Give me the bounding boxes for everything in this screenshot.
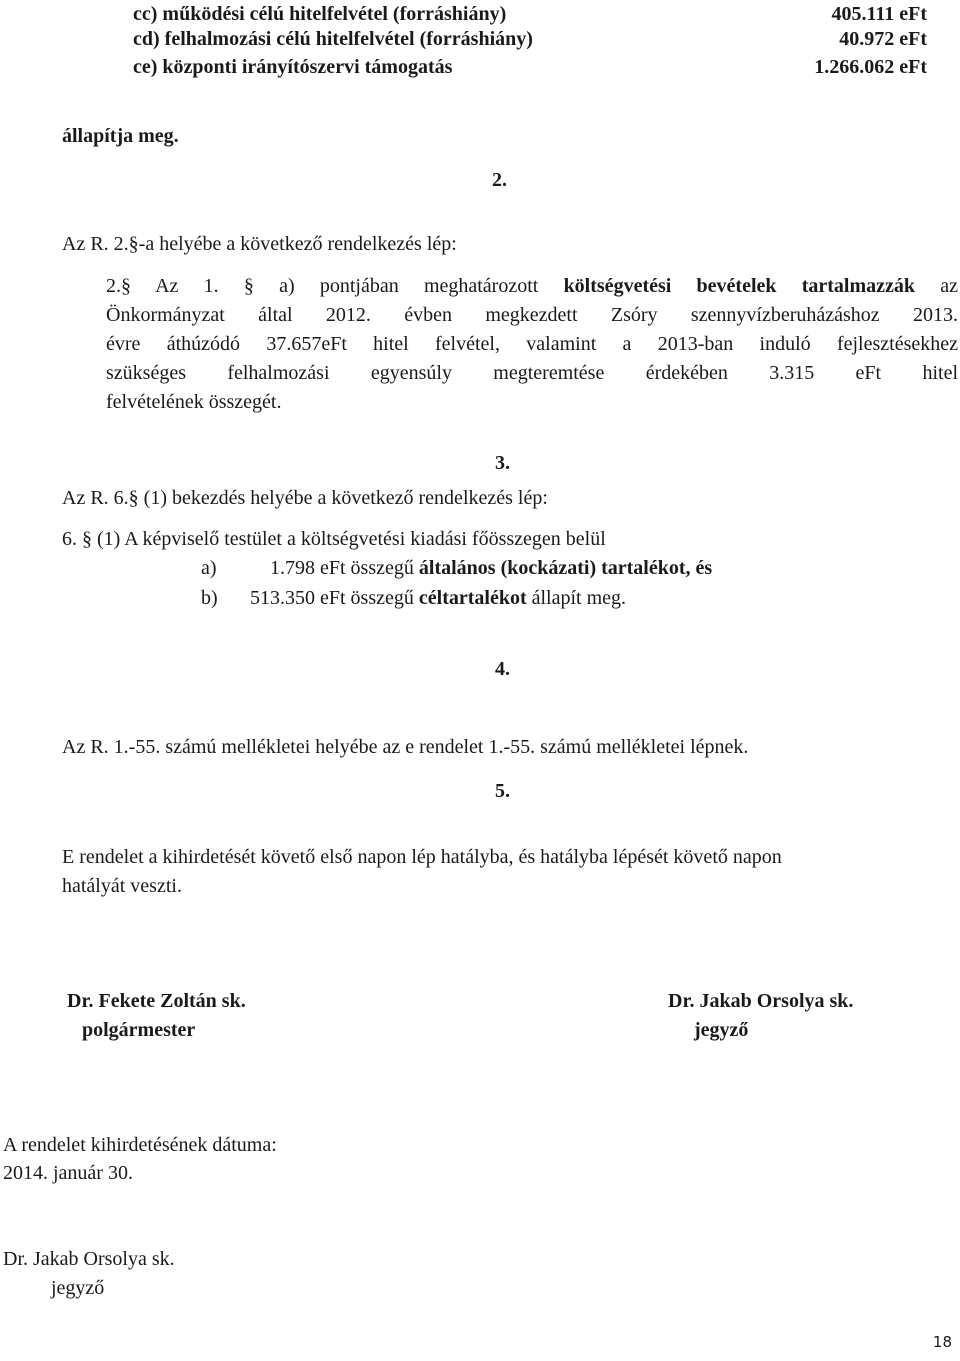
- item-cc-label: cc) működési célú hitelfelvétel (forráshiány): [133, 3, 507, 25]
- section-3-a-text: 1.798 eFt összegű általános (kockázati) tartalékot, és: [270, 557, 713, 579]
- promulgation-label: A rendelet kihirdetésének dátuma:: [3, 1134, 277, 1156]
- signature-right-title: jegyző: [694, 1019, 749, 1041]
- signature-left-name: Dr. Fekete Zoltán sk.: [67, 990, 246, 1012]
- section-5-line-1: E rendelet a kihirdetését követő első napon lép hatályba, és hatályba lépését követő napon: [62, 846, 782, 868]
- section-2-line-5: felvételének összegét.: [106, 391, 282, 413]
- signature-left-title: polgármester: [82, 1019, 196, 1041]
- section-5-line-2: hatályát veszti.: [62, 875, 182, 897]
- section-2-line-1: 2.§ Az 1. § a) pontjában meghatározott költségvetési bevételek tartalmazzák az: [106, 275, 959, 297]
- section-3-b-text: 513.350 eFt összegű céltartalékot állapít meg.: [250, 587, 627, 609]
- item-cd-amount: 40.972 eFt: [839, 28, 927, 50]
- section-2-line-2: Önkormányzat által 2012. évben megkezdett Zsóry szennyvízberuházáshoz 2013.: [106, 304, 958, 326]
- item-cc-amount: 405.111 eFt: [831, 3, 927, 25]
- section-3-b-label: b): [201, 587, 218, 609]
- section-2-number: 2.: [492, 169, 507, 191]
- promulgation-name: Dr. Jakab Orsolya sk.: [3, 1248, 175, 1270]
- section-4-text: Az R. 1.-55. számú mellékletei helyébe az e rendelet 1.-55. számú mellékletei lépnek.: [62, 736, 749, 758]
- promulgation-date: 2014. január 30.: [3, 1162, 133, 1184]
- section-3-intro: Az R. 6.§ (1) bekezdés helyébe a következő rendelkezés lép:: [62, 487, 548, 509]
- section-3-a-label: a): [201, 557, 217, 579]
- promulgation-title: jegyző: [51, 1277, 105, 1299]
- section-2-line-3: évre áthúzódó 37.657eFt hitel felvétel, valamint a 2013-ban induló fejlesztésekhez: [106, 333, 958, 355]
- section-5-number: 5.: [495, 780, 510, 802]
- closing-phrase: állapítja meg.: [62, 125, 179, 147]
- section-3-line-1: 6. § (1) A képviselő testület a költségvetési kiadási főösszegen belül: [62, 528, 606, 550]
- item-cd-label: cd) felhalmozási célú hitelfelvétel (forráshiány): [133, 28, 533, 50]
- page-number: 18: [932, 1333, 952, 1351]
- item-ce-label: ce) központi irányítószervi támogatás: [133, 56, 453, 78]
- section-4-number: 4.: [495, 658, 510, 680]
- signature-right-name: Dr. Jakab Orsolya sk.: [668, 990, 854, 1012]
- item-ce-amount: 1.266.062 eFt: [814, 56, 927, 78]
- section-2-intro: Az R. 2.§-a helyébe a következő rendelkezés lép:: [62, 233, 457, 255]
- section-3-number: 3.: [495, 452, 510, 474]
- section-2-line-4: szükséges felhalmozási egyensúly megteremtése érdekében 3.315 eFt hitel: [106, 362, 958, 384]
